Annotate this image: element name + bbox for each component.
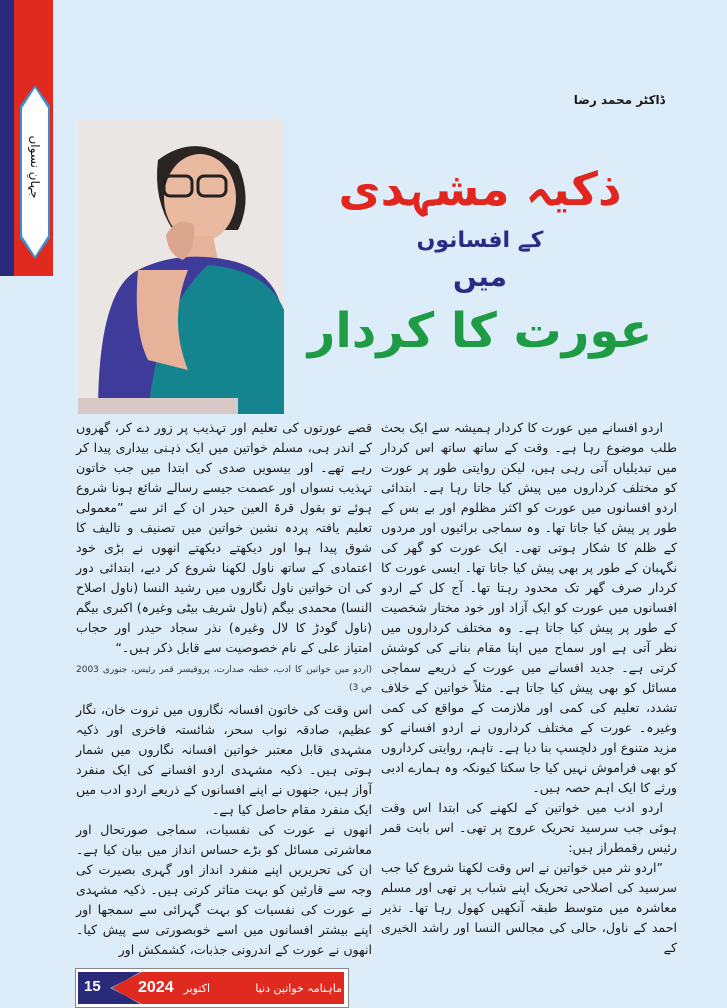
issue-year: 2024 — [138, 979, 174, 996]
title-top-row — [292, 160, 668, 296]
page-number: 15 — [84, 978, 101, 995]
article-column-right — [381, 418, 677, 958]
quote-paragraph: ”اردو نثر میں خواتین نے اس وقت لکھنا شروع کیا جب سرسید کی اصلاحی تحریک اپنے شباب پر تھی اور مسلم معاشرہ میں متوسط طبقہ آنکھیں کھول رہا تھا۔ نذیر احمد کے ناول، حالی کی مجالس النسا اور راشد الخیری کے — [381, 860, 677, 955]
footer-issue-info — [138, 972, 342, 1004]
magazine-name: ماہنامہ خواتین دنیا — [255, 981, 342, 995]
citation: (اردو میں خواتین کا ادب، خطبہ صدارت، پروفیسر قمر رئیس، جنوری 2003 ص 3) — [76, 665, 372, 693]
section-label: جہانِ نسواں — [28, 135, 42, 199]
author-name: ڈاکٹر محمد رضا — [573, 93, 665, 107]
author-portrait-photo — [78, 120, 284, 414]
title-navy-group — [417, 226, 544, 296]
paragraph: اردو ادب میں خواتین کے لکھنے کی ابتدا اس وقت ہوئی جب سرسید تحریک عروج پر تھی۔ اس بابت قمر رئیس رقمطراز ہیں: — [381, 800, 677, 855]
paragraph: اردو افسانے میں عورت کا کردار ہمیشہ سے ایک بحث طلب موضوع رہا ہے۔ وقت کے ساتھ ساتھ اس کردار میں تبدیلیاں آتی رہی ہیں، لیکن روایتی طور پر عورت کو مختلف کرداروں میں پیش کیا جاتا رہا ہے۔ ابتدائی اردو افسانوں میں عورت کو اکثر مظلوم اور بے بس کے طور پر پیش کیا جاتا تھا۔ وہ سماجی برائیوں اور مردوں کے ظلم کا شکار ہوتی تھی۔ ایک عورت کو گھر کی نگہبان کے طور پر بھی پیش کیا جاتا تھا۔ ایسی عورت کا کردار صرف گھر تک محدود رہتا تھا۔ آج کل کے اردو افسانوں میں عورت کو ایک آزاد اور خود مختار شخصیت کے طور پر پیش کیا جاتا ہے۔ وہ مختلف کرداروں میں نظر آتی ہے اور سماج میں اپنا مقام بنانے کی کوشش کرتی ہے۔ جدید افسانے میں عورت کے ذریعے سماجی مسائل کو بھی پیش کیا جاتا ہے۔ مثلاً خواتین کے خلاف تشدد، تعلیم کی کمی اور ملازمت کے مواقع کی کمی وغیرہ۔ عورت کے مختلف کرداروں نے اردو افسانے کو مزید متنوع اور دلچسپ بنا دیا ہے۔ تاہم، روایتی کرداروں کو بھی فراموش نہیں کیا جا سکتا کیونکہ وہ ہمارے ادبی ورثے کا ایک اہم حصہ ہیں۔ — [381, 420, 677, 795]
title-part1: کے افسانوں — [416, 227, 544, 253]
quote-paragraph: قصے عورتوں کی تعلیم اور تہذیب پر زور دے کر، گھروں کے اندر ہی، مسلم خواتین میں ایک ذہنی بیداری پیدا کر رہے تھے۔ اور بیسویں صدی کی ابتدا میں جب خاتون تہذیب نسواں اور عصمت جیسے رسالے شائع ہونا شروع ہوئے تو بقول قرۃ العین حیدر ان کے اثر سے ”معمولی تعلیم یافتہ پردہ نشین خواتین میں تصنیف و تالیف کا شوق پیدا ہوا اور دیکھتے دیکھتے انھوں نے بڑی خود اعتمادی کے ساتھ ناول لکھنا شروع کر دیے، ابتدائی دور کی ان خواتین ناول نگاروں میں رشید النسا (ناول اصلاح النسا) محمدی بیگم (ناول شریف بیٹی وغیرہ) اکبری بیگم (ناول گودڑ کا لال وغیرہ) نذر سجاد حیدر اور حجاب امتیاز علی کے نام خصوصیت سے قابل ذکر ہیں۔“ — [76, 420, 372, 655]
paragraph: انھوں نے عورت کی نفسیات، سماجی صورتحال اور معاشرتی مسائل کو بڑے حساس انداز میں بیان کیا ہے۔ ان کی تحریریں اپنے منفرد انداز اور گہری بصیرت کی وجہ سے قارئین کو بہت متاثر کرتی ہیں۔ ذکیہ مشہدی نے عورت کی نفسیات کو بہت گہرائی سے سمجھا اور اپنے بیشتر افسانوں میں اسے خوبصورتی سے پیش کیا۔ انھوں نے عورت کے اندرونی جذبات، کشمکش اور — [76, 822, 372, 957]
navy-side-strip — [0, 0, 14, 276]
title-part3: عورت کا کردار — [307, 303, 653, 359]
paragraph: اس وقت کی خاتون افسانہ نگاروں میں ثروت خان، نگار عظیم، صادقہ نواب سحر، شائستہ فاخری اور ذکیہ مشہدی قابل معتبر خواتین افسانہ نگاروں میں شمار ہوتی ہیں۔ ذکیہ مشہدی اردو افسانے کی ایک منفرد آواز ہیں، جنھوں نے اپنے افسانوں کے ذریعے اردو ادب میں ایک منفرد مقام حاصل کیا ہے۔ — [76, 702, 372, 817]
title-name: ذکیہ مشہدی — [338, 162, 622, 216]
article-column-left — [76, 418, 372, 960]
page-footer — [75, 968, 349, 1008]
issue-month: اکتوبر — [183, 981, 211, 995]
title-part2: میں — [453, 259, 507, 293]
